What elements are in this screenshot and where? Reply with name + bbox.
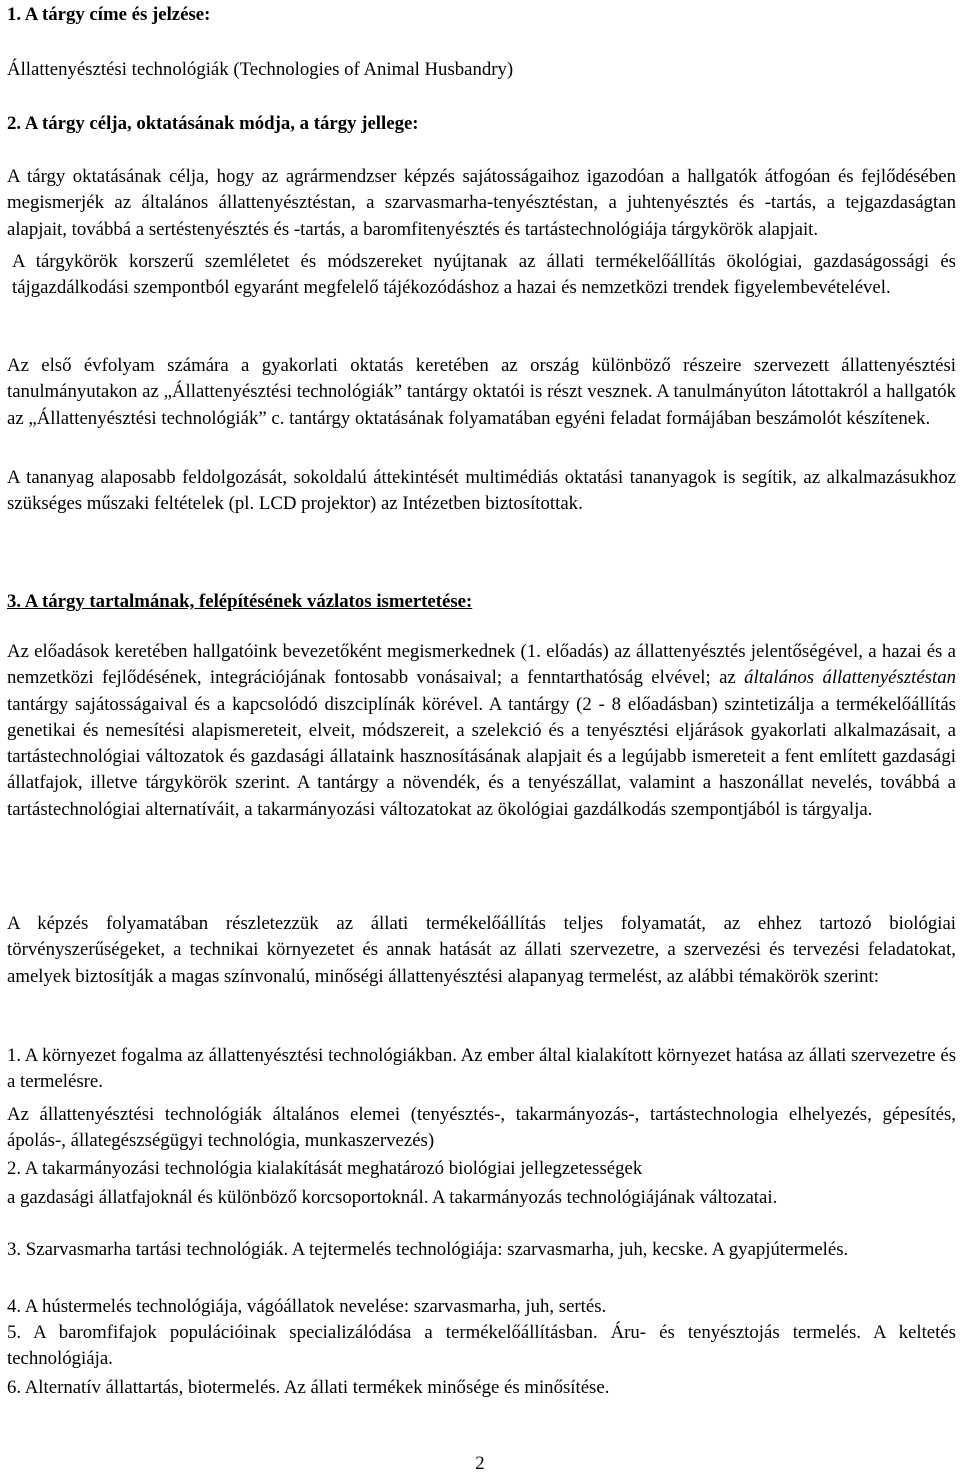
topic-2-continuation: a gazdasági állatfajoknál és különböző korcsoportoknál. A takarmányozás technológiájának változatai. xyxy=(7,1187,778,1208)
topic-3: 3. Szarvasmarha tartási technológiák. A tejtermelés technológiája: szarvasmarha, juh, kecske. A gyapjútermelés. xyxy=(7,1239,849,1260)
section-3-paragraph-lectures xyxy=(7,639,956,823)
lectures-text-end: tantárgy sajátosságaival és a kapcsolódó diszciplínák körével. A tantárgy (2 - 8 előadásban) szintetizálja a termékelőállítás genetikai és nemesítési alapismereteit, elveit, módszereit, a szelekció és a tenyésztési eljárások gyakorlati alkalmazásait, a tartástechnológiai változatok és gazdasági állataink hasznosításának alapjait és a legújabb ismereteit a fent említett gazdasági állatfajok, illetve tárgykörök szerint. A tantárgy a növendék, és a tenyészállat, valamint a haszonállat nevelés, továbbá a tartástechnológiai alternatíváit, a takarmányozási változatokat az ökológiai gazdálkodás szempontjából is tárgyalja. xyxy=(7,693,956,820)
section-2-paragraph-study-trips: Az első évfolyam számára a gyakorlati oktatás keretében az ország különböző részeire szervezett állattenyésztési tanulmányutakon az „Állattenyésztési technológiák” tantárgy oktatói is részt vesznek. A tanulmányúton látottakról a hallgatók az „Állattenyésztési technológiák” c. tantárgy oktatásának folyamatában egyéni feladat formájában beszámolót készítenek. xyxy=(7,355,956,429)
course-title: Állattenyésztési technológiák (Technologies of Animal Husbandry) xyxy=(7,59,514,80)
section-3-heading: 3. A tárgy tartalmának, felépítésének vázlatos ismertetése: xyxy=(7,591,473,612)
topic-4: 4. A hústermelés technológiája, vágóállatok nevelése: szarvasmarha, juh, sertés. xyxy=(7,1296,607,1317)
section-2-paragraph-multimedia: A tananyag alaposabb feldolgozását, sokoldalú áttekintését multimédiás oktatási tananyagok is segítik, az alkalmazásukhoz szükséges műszaki feltételek (pl. LCD projektor) az Intézetben biztosítottak. xyxy=(7,467,956,515)
section-2-paragraph-aim: A tárgy oktatásának célja, hogy az agrármendzser képzés sajátosságaihoz igazodóan a hallgatók átfogóan és fejlődésében megismerjék az általános állattenyésztéstan, a szarvasmarha-tenyésztéstan, a juhtenyésztés és -tartás, a tejgazdaságtan alapjait, továbbá a sertéstenyésztés és -tartás, a baromfitenyésztés és tartástechnológiája tárgykörök alapjait. xyxy=(7,166,956,240)
section-3-paragraph-training: A képzés folyamatában részletezzük az állati termékelőállítás teljes folyamatát, az ehhez tartozó biológiai törvényszerűségeket, a technikai környezetet és annak hatását az állati szervezetre, a szervezési és tervezési feladatokat, amelyek biztosítják a magas színvonalú, minőségi állattenyésztési alapanyag termelést, az alábbi témakörök szerint: xyxy=(7,913,956,987)
lectures-text-italic: általános állattenyésztéstan xyxy=(744,667,956,689)
section-2-paragraph-approach: A tárgykörök korszerű szemléletet és módszereket nyújtanak az állati termékelőállítás ökológiai, gazdaságossági és tájgazdálkodási szempontból egyaránt megfelelő tájékozódáshoz a hazai és nemzetközi trendek figyelembevételével. xyxy=(12,251,956,299)
topic-1: 1. A környezet fogalma az állattenyésztési technológiákban. Az ember által kialakított környezet hatása az állati szervezetre és a termelésre. xyxy=(7,1045,956,1093)
topic-6: 6. Alternatív állattartás, biotermelés. Az állati termékek minősége és minősítése. xyxy=(7,1377,610,1398)
section-1-heading: 1. A tárgy címe és jelzése: xyxy=(7,4,211,25)
section-2-heading: 2. A tárgy célja, oktatásának módja, a tárgy jellege: xyxy=(7,113,419,134)
topic-1-elements: Az állattenyésztési technológiák általános elemei (tenyésztés-, takarmányozás-, tartástechnologia elhelyezés, gépesítés, ápolás-, állategészségügyi technológia, munkaszervezés) xyxy=(7,1104,956,1152)
page-number: 2 xyxy=(475,1453,485,1474)
topic-2: 2. A takarmányozási technológia kialakítását meghatározó biológiai jellegzetességek xyxy=(7,1158,643,1179)
topic-5: 5. A baromfifajok populációinak specializálódása a termékelőállításban. Áru- és tenyésztojás termelés. A keltetés technológiája. xyxy=(7,1322,956,1370)
lectures-text-start: Az előadások keretében hallgatóink bevezetőként megismerkednek (1. előadás) az állattenyésztés jelentőségével, a hazai és a nemzetközi fejlődésének, integrációjának fontosabb vonásaival; a fenntarthatóság elvével; az xyxy=(7,641,956,689)
